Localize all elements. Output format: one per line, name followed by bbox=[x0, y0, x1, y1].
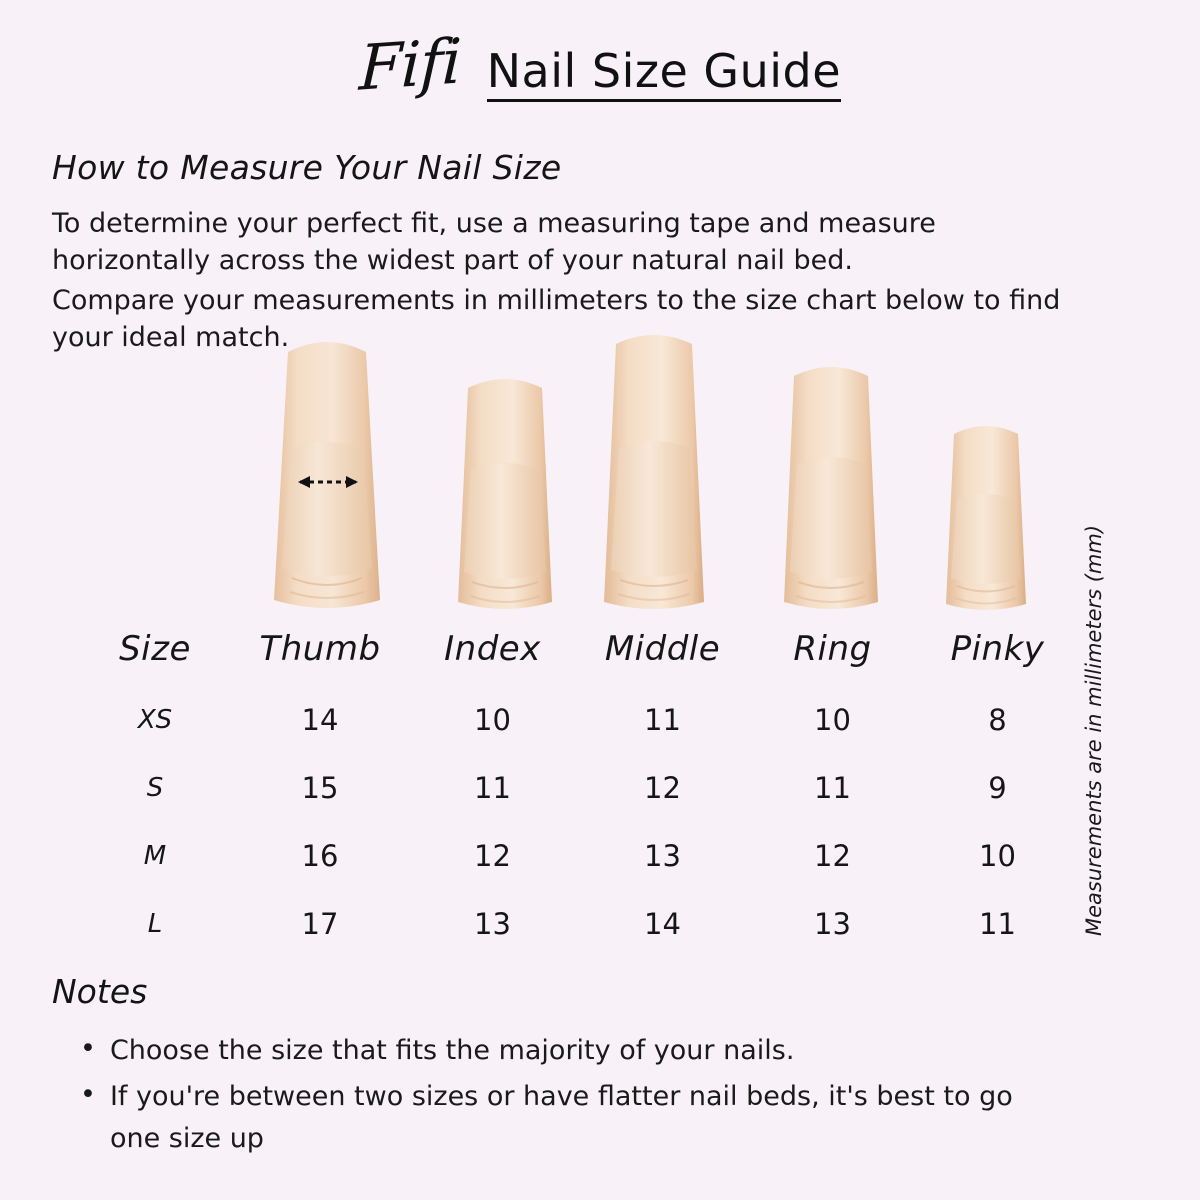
column-header-pinky: Pinky bbox=[950, 629, 1045, 669]
cell-pinky: 11 bbox=[979, 907, 1016, 941]
nail-ring-illustration bbox=[778, 360, 884, 620]
page-header bbox=[0, 24, 1200, 105]
size-chart-table bbox=[80, 612, 1080, 958]
cell-index: 11 bbox=[474, 771, 511, 805]
howto-line-1: To determine your perfect fit, use a measuring tape and measure horizontally across the widest part of your natural nail bed. bbox=[52, 208, 936, 277]
note-text: If you're between two sizes or have flatter nail beds, it's best to go one size up bbox=[109, 1080, 1013, 1154]
nail-pinky-illustration bbox=[940, 420, 1032, 620]
cell-index: 13 bbox=[474, 907, 511, 941]
nail-thumb-illustration bbox=[268, 330, 386, 620]
cell-middle: 12 bbox=[644, 771, 681, 805]
table-row bbox=[80, 890, 1080, 958]
cell-thumb: 17 bbox=[301, 907, 339, 941]
cell-ring: 10 bbox=[814, 703, 851, 737]
page-title: Nail Size Guide bbox=[487, 47, 841, 102]
cell-thumb: 14 bbox=[301, 703, 339, 737]
table-row bbox=[80, 686, 1080, 754]
column-header-middle: Middle bbox=[604, 629, 721, 669]
cell-thumb: 16 bbox=[301, 839, 339, 873]
cell-index: 10 bbox=[474, 703, 511, 737]
cell-size: L bbox=[147, 909, 163, 939]
column-header-size: Size bbox=[119, 629, 191, 669]
cell-pinky: 9 bbox=[988, 771, 1007, 805]
nail-illustration-group bbox=[0, 330, 1200, 620]
table-row bbox=[80, 754, 1080, 822]
column-header-thumb: Thumb bbox=[259, 629, 381, 669]
howto-line-2: Compare your measurements in millimeters to the size chart below to find your ideal match. bbox=[52, 284, 1061, 353]
notes-list bbox=[80, 1030, 1140, 1164]
cell-middle: 11 bbox=[644, 703, 681, 737]
cell-index: 12 bbox=[474, 839, 511, 873]
column-header-ring: Ring bbox=[793, 629, 872, 669]
table-header-row bbox=[80, 612, 1080, 686]
cell-size: XS bbox=[137, 705, 173, 735]
cell-thumb: 15 bbox=[301, 771, 339, 805]
cell-size: S bbox=[146, 773, 164, 803]
bullet-icon: • bbox=[80, 1078, 96, 1110]
cell-ring: 12 bbox=[814, 839, 851, 873]
brand-logo: Fifi bbox=[357, 24, 462, 105]
howto-heading: How to Measure Your Nail Size bbox=[52, 148, 562, 187]
cell-pinky: 8 bbox=[988, 703, 1007, 737]
nail-index-illustration bbox=[452, 370, 558, 620]
bullet-icon: • bbox=[80, 1033, 96, 1064]
list-item bbox=[80, 1030, 1140, 1072]
table-row bbox=[80, 822, 1080, 890]
cell-size: M bbox=[143, 841, 167, 871]
cell-ring: 13 bbox=[814, 907, 851, 941]
list-item bbox=[80, 1076, 1140, 1160]
cell-ring: 11 bbox=[814, 771, 851, 805]
note-text: Choose the size that fits the majority of your nails. bbox=[109, 1035, 795, 1066]
notes-heading: Notes bbox=[52, 972, 148, 1011]
nail-middle-illustration bbox=[598, 330, 710, 620]
cell-middle: 13 bbox=[644, 839, 681, 873]
cell-middle: 14 bbox=[644, 907, 681, 941]
column-header-index: Index bbox=[444, 629, 541, 669]
cell-pinky: 10 bbox=[979, 839, 1016, 873]
unit-note: Measurements are in millimeters (mm) bbox=[1082, 524, 1106, 936]
